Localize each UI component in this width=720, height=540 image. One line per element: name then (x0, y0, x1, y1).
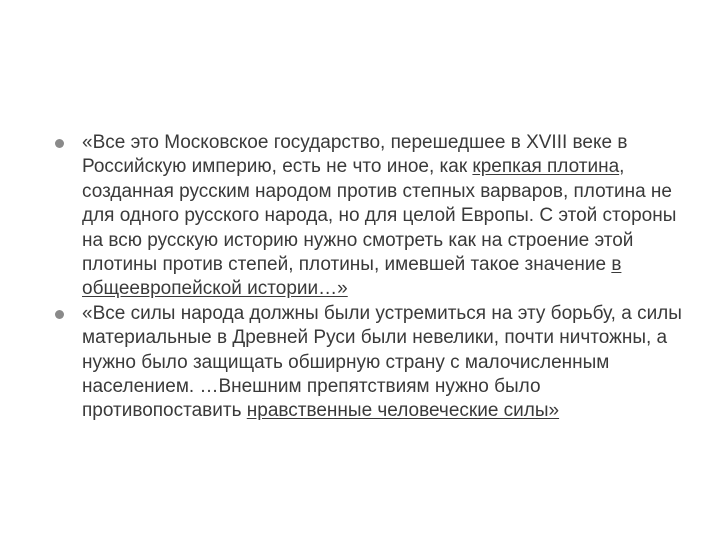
bullet-marker (55, 139, 64, 148)
bullet-1-underlined-phrase-2: в общеевропейской истории…» (82, 254, 622, 300)
bullet-1-underlined-phrase-1: крепкая плотина (472, 156, 620, 178)
bullet-marker (55, 310, 64, 319)
bullet-1-text-middle: , созданная русским народом против степных варваров, плотина не для одного русского народа, но для целой Европы. С этой стороны на всю русскую историю нужно смотреть как на строение этой плотины против степей, плотины, имевшей такое значение (82, 156, 677, 276)
bullet-2-underlined-phrase: нравственные человеческие силы» (246, 400, 560, 422)
bullet-1-text: «Все это Московское государство, перешедшее в XVIII веке в Российскую империю, есть не что иное, как (82, 132, 628, 178)
bullet-2-text: «Все силы народа должны были устремиться на эту борьбу, а силы материальные в Древней Руси были невелики, почти ничтожны, а нужно было защищать обширную страну с малочисленным населением. …Внешним препятствиям нужно было противопоставить (82, 302, 682, 422)
bullet-item-1 (52, 131, 692, 302)
bullet-list (52, 131, 692, 424)
bullet-item-2 (52, 302, 692, 424)
